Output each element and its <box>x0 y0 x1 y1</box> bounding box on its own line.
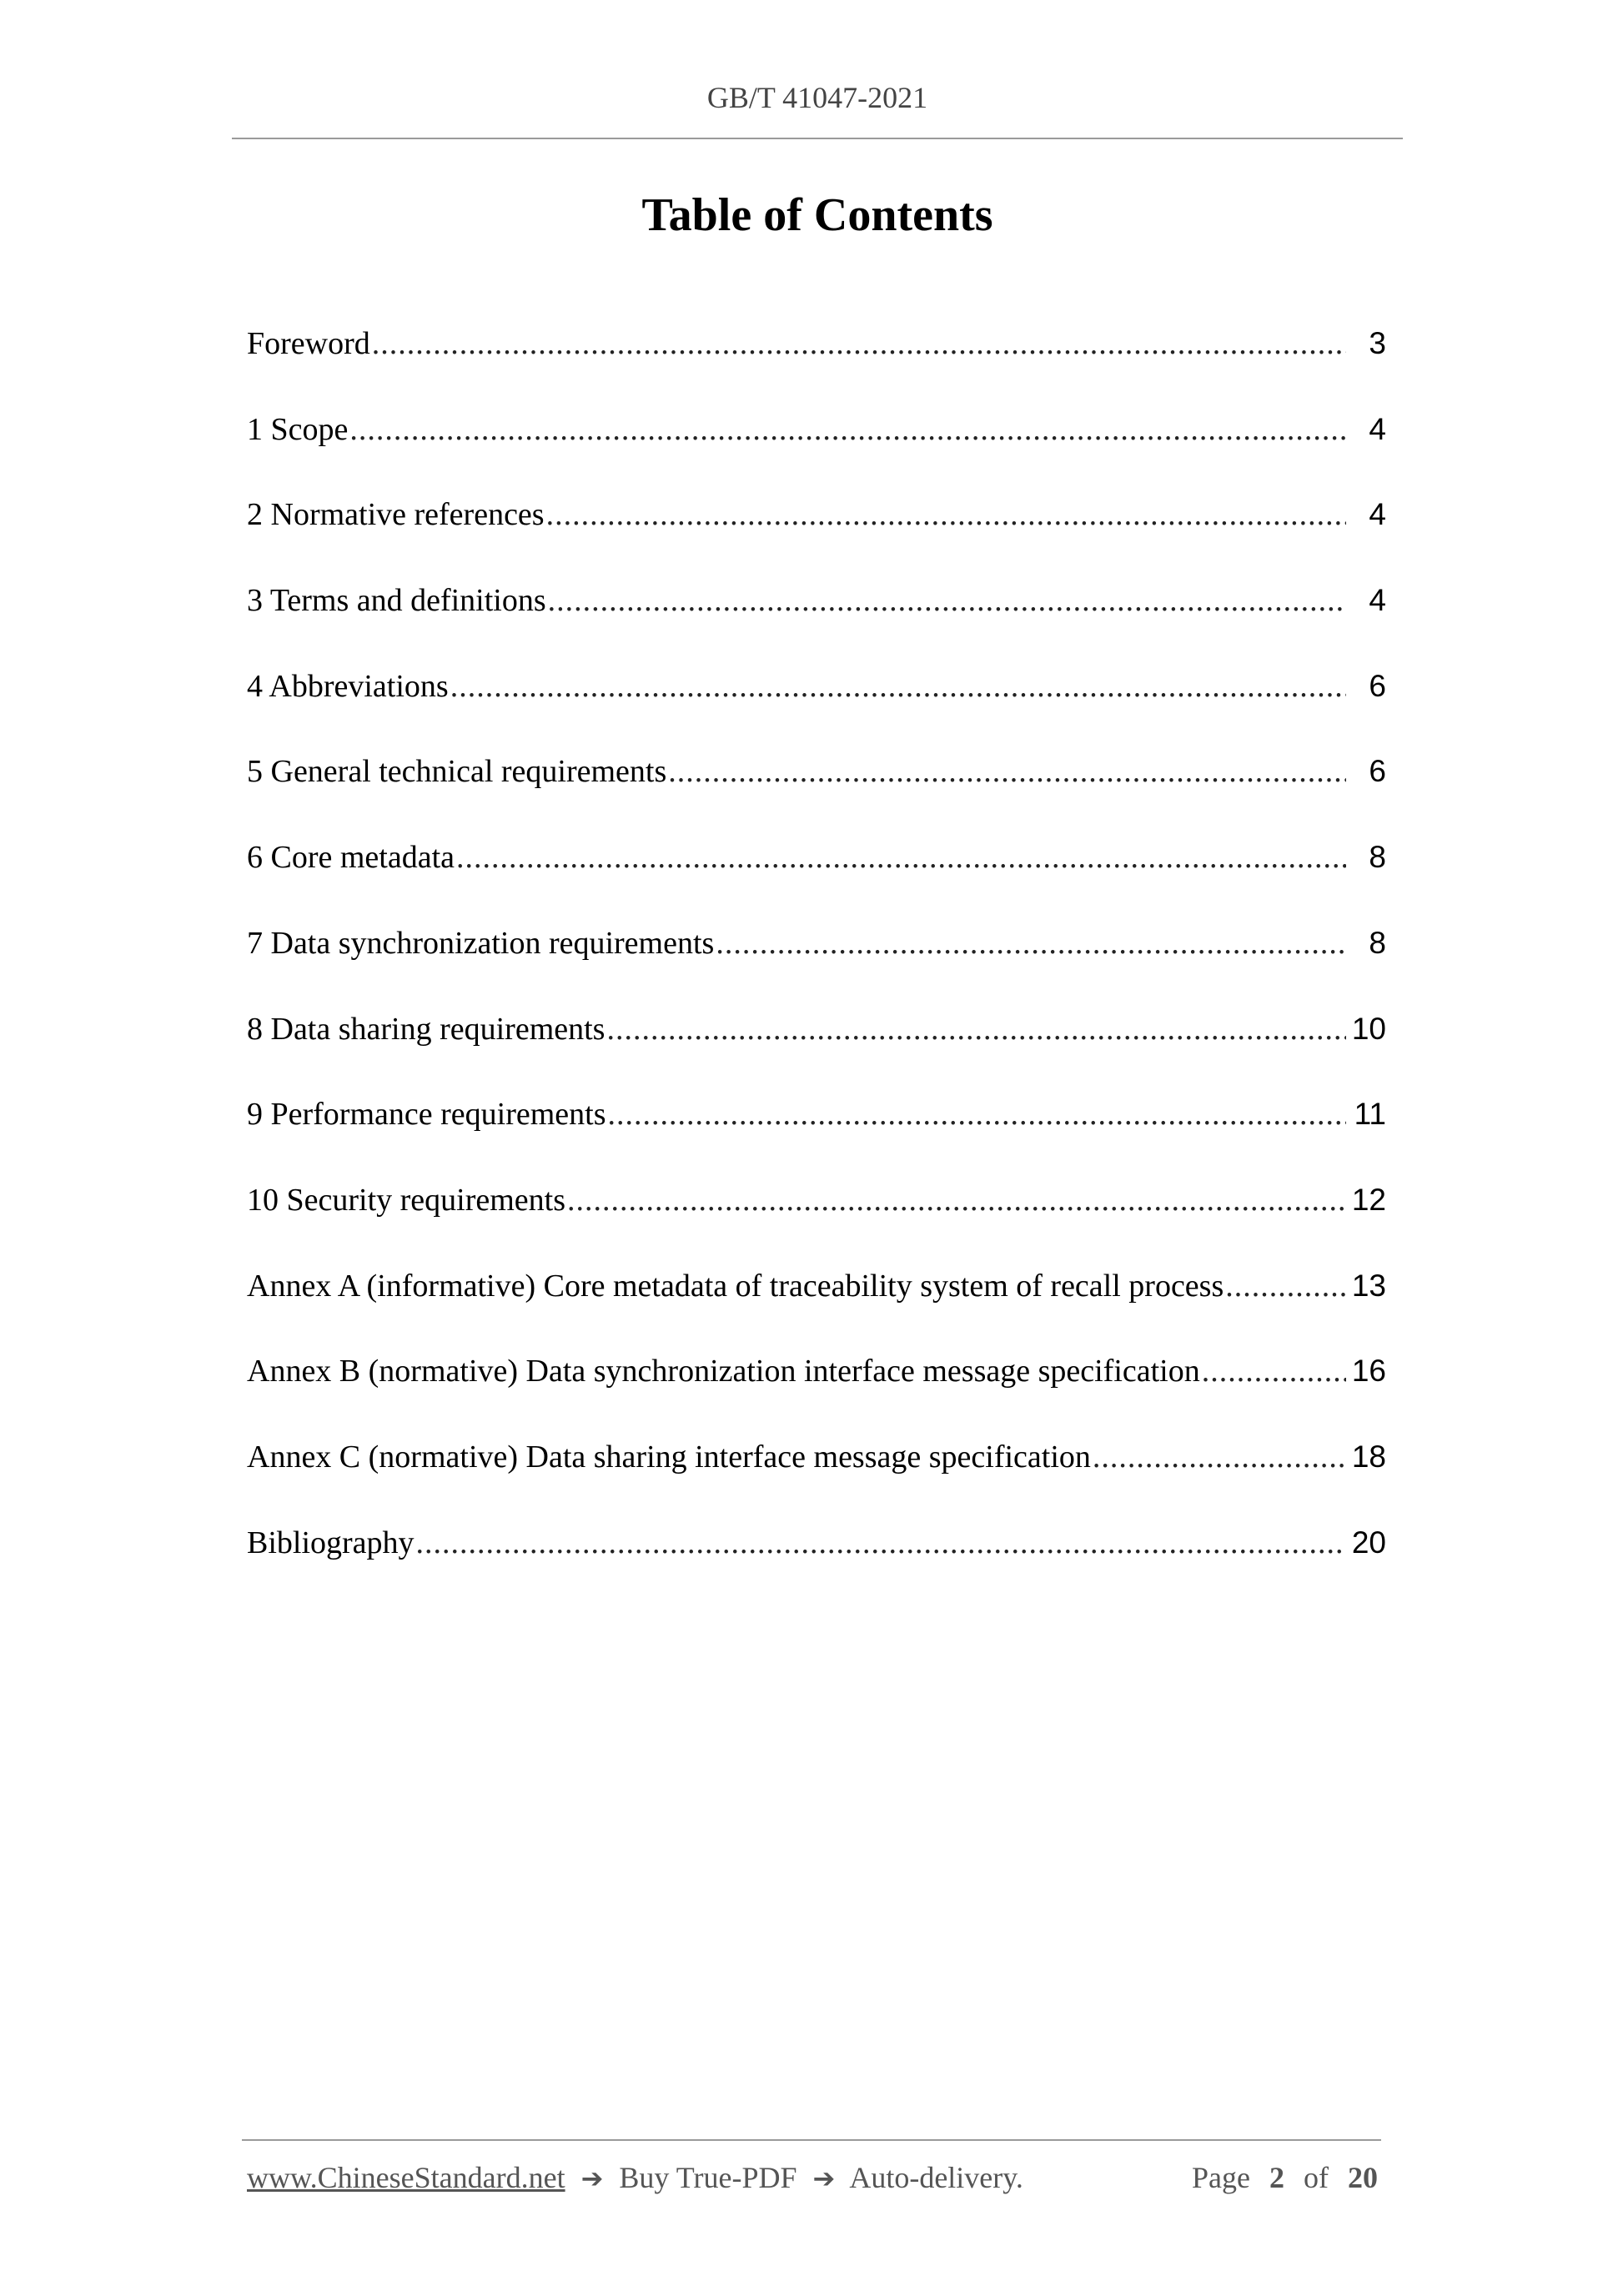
toc-list <box>247 325 1386 1610</box>
toc-entry-label: 8 Data sharing requirements <box>247 1011 605 1047</box>
toc-dot-leader <box>1202 1353 1346 1389</box>
header-divider <box>232 138 1403 139</box>
toc-dot-leader <box>456 839 1346 876</box>
toc-entry-page: 4 <box>1369 583 1386 618</box>
page-total: 20 <box>1348 2161 1378 2194</box>
toc-dot-leader <box>548 582 1346 619</box>
toc-entry-page: 18 <box>1351 1439 1386 1474</box>
toc-entry-label: 9 Performance requirements <box>247 1097 606 1133</box>
toc-entry-annex-c[interactable] <box>247 1439 1386 1525</box>
toc-entry-page: 6 <box>1369 754 1386 789</box>
buy-true-pdf-text: Buy True-PDF <box>619 2161 797 2194</box>
toc-dot-leader <box>608 1096 1347 1133</box>
toc-entry-label: 2 Normative references <box>247 497 545 533</box>
toc-entry-core-metadata[interactable] <box>247 839 1386 925</box>
toc-entry-label: Foreword <box>247 326 370 361</box>
toc-entry-label: 3 Terms and definitions <box>247 583 546 619</box>
toc-entry-normative-references[interactable] <box>247 496 1386 582</box>
toc-entry-terms-definitions[interactable] <box>247 582 1386 668</box>
toc-entry-page: 6 <box>1369 668 1386 703</box>
toc-entry-security-requirements[interactable] <box>247 1182 1386 1268</box>
toc-entry-label: 10 Security requirements <box>247 1182 566 1218</box>
toc-entry-page: 4 <box>1369 497 1386 532</box>
toc-entry-label: Bibliography <box>247 1525 415 1560</box>
toc-entry-bibliography[interactable] <box>247 1525 1386 1610</box>
toc-entry-page: 8 <box>1369 925 1386 960</box>
toc-dot-leader <box>546 496 1346 533</box>
toc-entry-page: 16 <box>1351 1354 1386 1389</box>
toc-title: Table of Contents <box>641 189 993 241</box>
toc-entry-label: Annex A (informative) Core metadata of traceability system of recall process <box>247 1268 1224 1304</box>
toc-dot-leader <box>606 1011 1346 1048</box>
toc-entry-scope[interactable] <box>247 411 1386 497</box>
toc-entry-label: 4 Abbreviations <box>247 668 449 704</box>
toc-entry-label: 1 Scope <box>247 411 349 447</box>
toc-entry-label: 6 Core metadata <box>247 840 455 876</box>
toc-entry-page: 20 <box>1351 1525 1386 1560</box>
page-label: Page <box>1192 2161 1250 2194</box>
toc-entry-label: Annex C (normative) Data sharing interface message specification <box>247 1439 1091 1475</box>
toc-entry-page: 13 <box>1351 1268 1386 1303</box>
toc-dot-leader <box>567 1182 1346 1218</box>
toc-dot-leader <box>372 325 1346 362</box>
toc-entry-general-technical-requirements[interactable] <box>247 753 1386 839</box>
toc-entry-page: 3 <box>1369 326 1386 360</box>
toc-entry-performance-requirements[interactable] <box>247 1096 1386 1182</box>
auto-delivery-text: Auto-delivery. <box>849 2161 1023 2194</box>
toc-entry-page: 4 <box>1369 411 1386 446</box>
right-arrow-icon: ➔ <box>580 2163 604 2194</box>
toc-entry-page: 11 <box>1354 1097 1386 1132</box>
page-current: 2 <box>1269 2161 1284 2194</box>
toc-dot-leader <box>416 1525 1346 1561</box>
page-footer <box>247 2160 1378 2195</box>
toc-entry-foreword[interactable] <box>247 325 1386 411</box>
toc-entry-page: 10 <box>1351 1011 1386 1046</box>
toc-dot-leader <box>1225 1268 1346 1304</box>
toc-entry-page: 12 <box>1351 1182 1386 1217</box>
page-indicator <box>1192 2160 1378 2195</box>
toc-dot-leader <box>349 411 1346 448</box>
footer-promo <box>247 2160 1023 2195</box>
toc-entry-abbreviations[interactable] <box>247 668 1386 754</box>
footer-divider <box>242 2139 1381 2141</box>
toc-entry-page: 8 <box>1369 840 1386 875</box>
site-link[interactable]: www.ChineseStandard.net <box>247 2161 565 2194</box>
toc-entry-annex-b[interactable] <box>247 1353 1386 1439</box>
toc-entry-data-sharing-requirements[interactable] <box>247 1011 1386 1097</box>
toc-dot-leader <box>716 925 1346 962</box>
right-arrow-icon: ➔ <box>812 2163 836 2194</box>
toc-dot-leader <box>450 668 1346 705</box>
toc-dot-leader <box>668 753 1346 790</box>
of-label: of <box>1304 2161 1329 2194</box>
toc-entry-annex-a[interactable] <box>247 1268 1386 1354</box>
toc-entry-label: Annex B (normative) Data synchronization interface message specification <box>247 1354 1200 1389</box>
document-id-header: GB/T 41047-2021 <box>706 81 928 114</box>
toc-entry-label: 5 General technical requirements <box>247 754 667 790</box>
toc-entry-data-synchronization-requirements[interactable] <box>247 925 1386 1011</box>
toc-dot-leader <box>1093 1439 1346 1475</box>
toc-entry-label: 7 Data synchronization requirements <box>247 925 715 961</box>
